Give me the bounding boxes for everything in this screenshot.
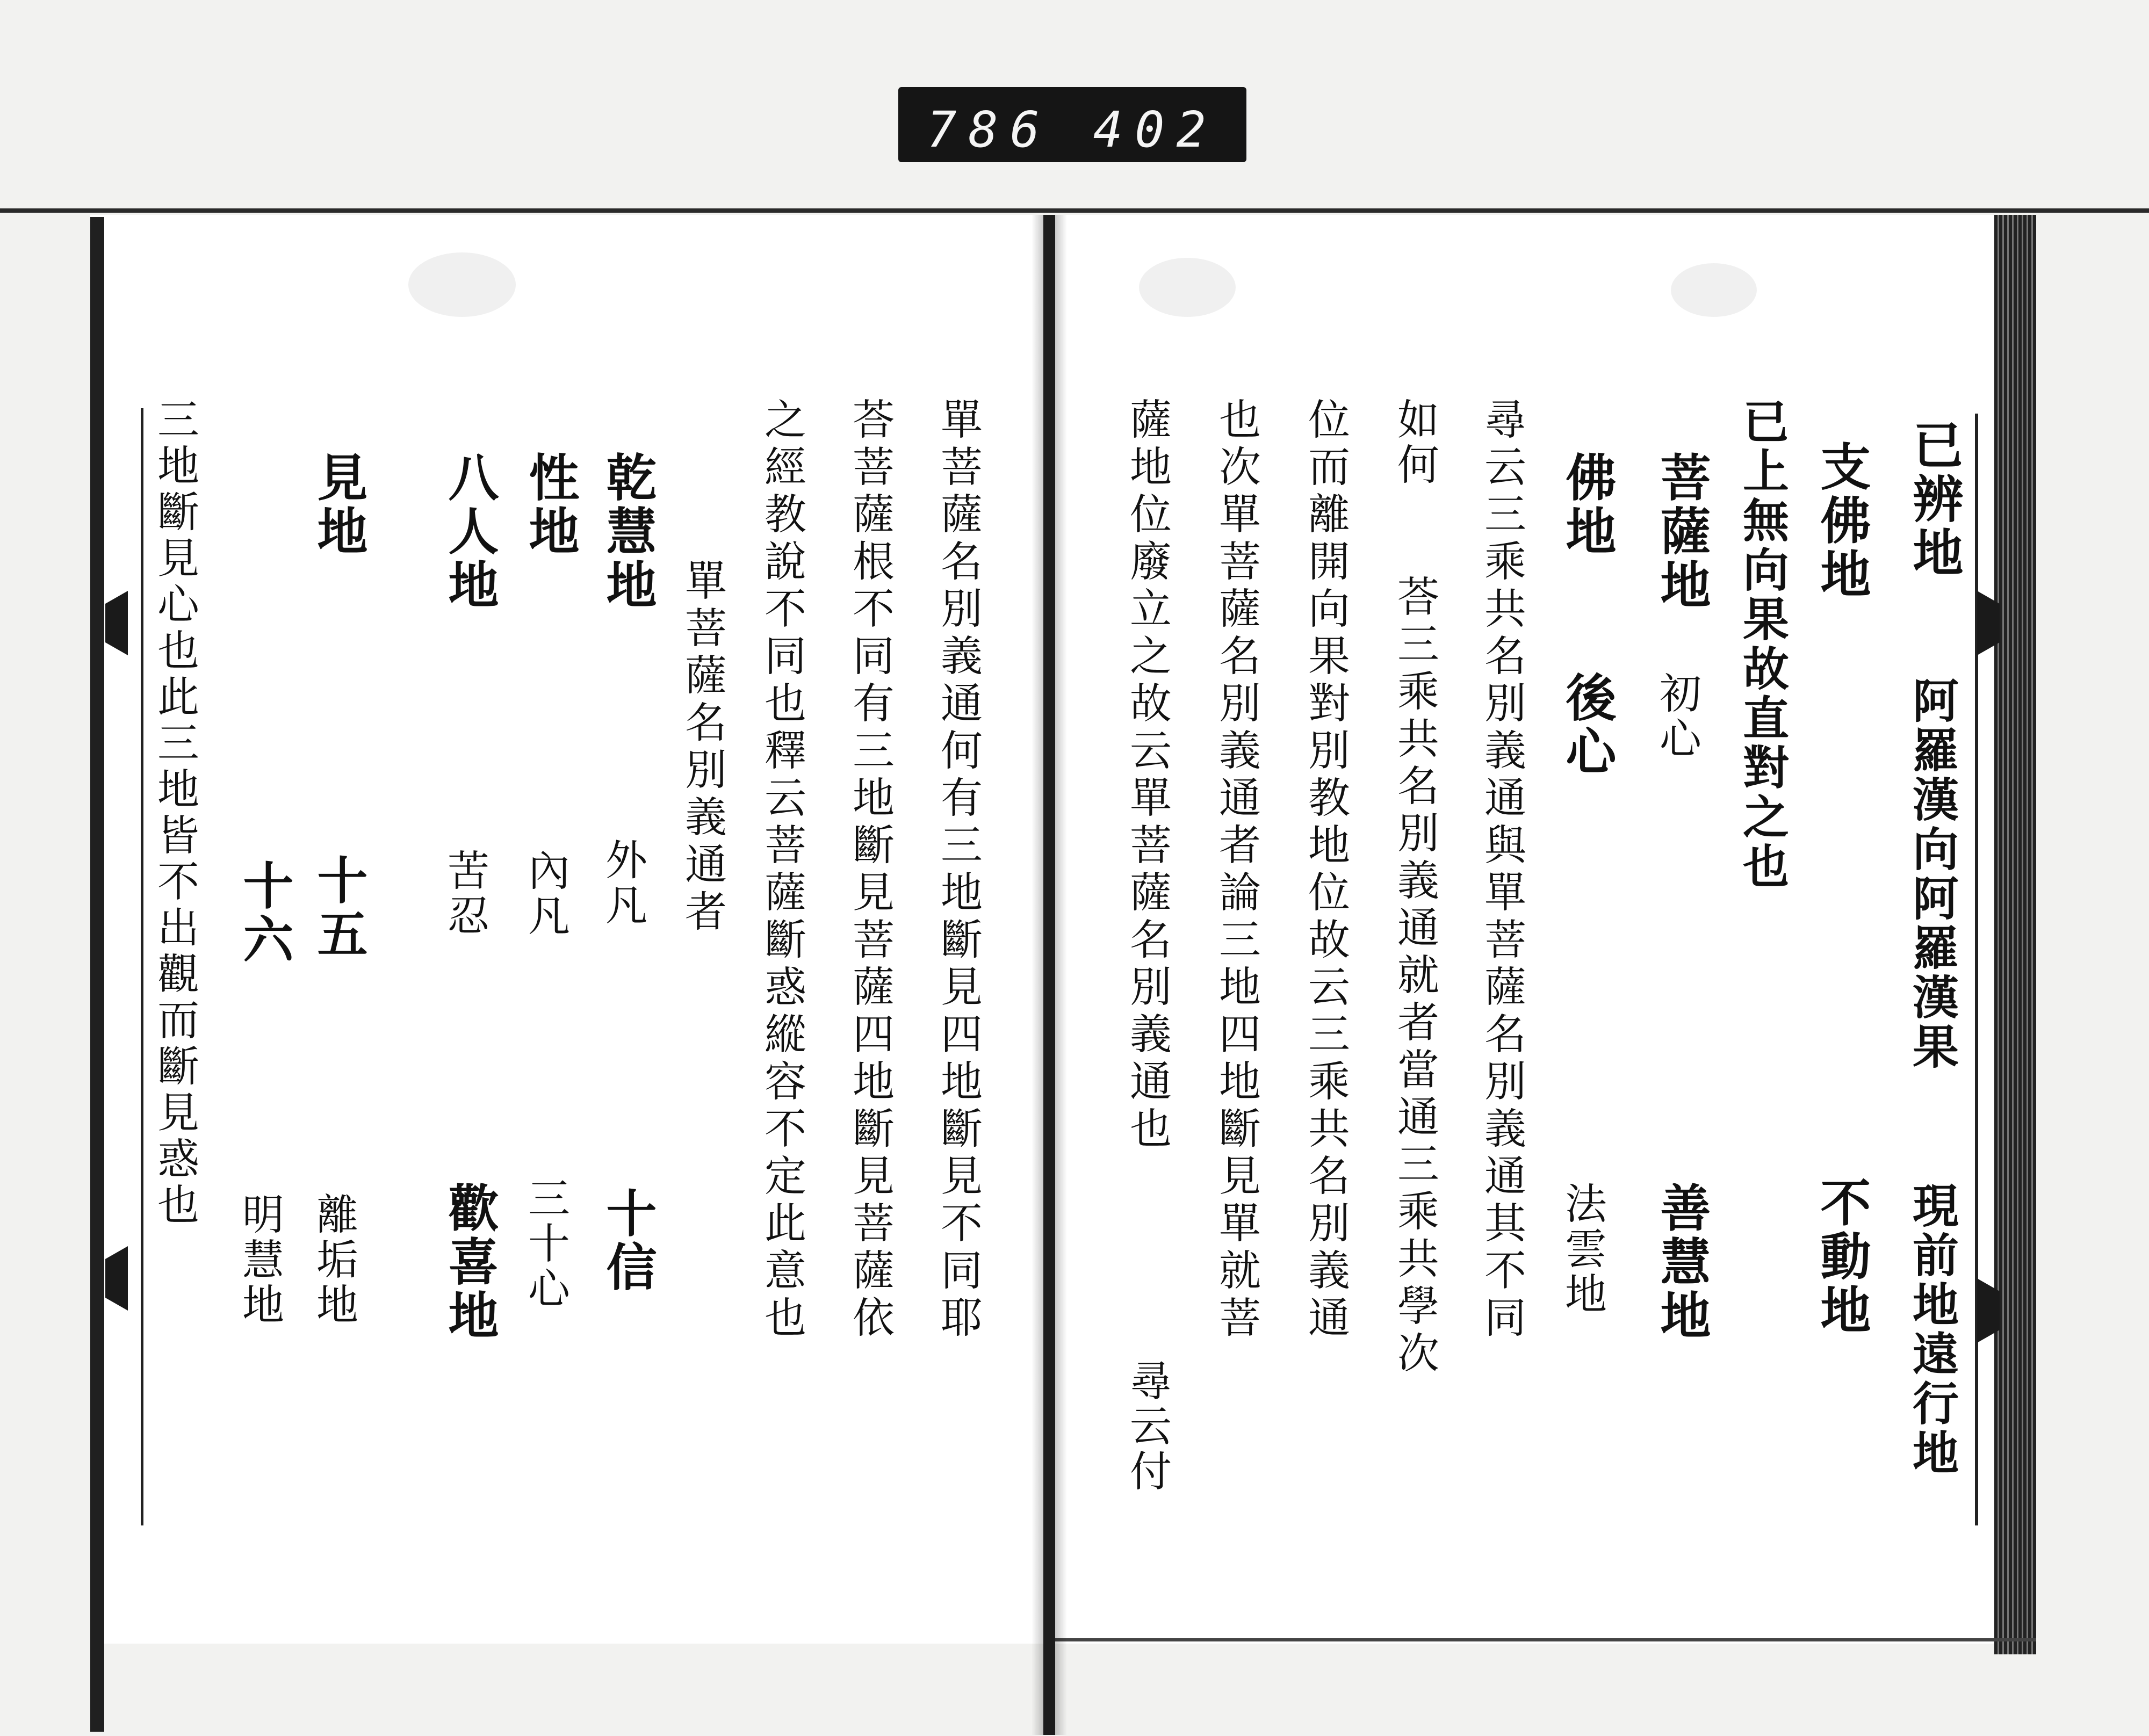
left-col-7a: 八人地 [439, 451, 499, 612]
right-col-8: 位而離開向果對別教地位故云三乘共名別義通 [1301, 397, 1350, 1343]
left-col-1: 單菩薩名別義通何有三地斷見四地斷見不同耶 [934, 397, 982, 1343]
paper-stain [408, 252, 516, 317]
left-col-10: 三地斷見心也此三地皆不出觀而斷見惑也 [150, 397, 199, 1229]
left-col-3: 之經教說不同也釋云菩薩斷惑縱容不定此意也 [758, 397, 806, 1343]
right-col-10a: 薩地位廢立之故云單菩薩名別義通也 [1123, 397, 1171, 1154]
right-col-2a: 支佛地 [1812, 440, 1871, 602]
right-page [1053, 215, 2025, 1644]
left-col-8a: 見地 [308, 451, 367, 559]
left-col-8c: 離垢地 [309, 1192, 358, 1328]
right-page-bottom-edge [1053, 1638, 2036, 1641]
right-col-2b: 不動地 [1812, 1176, 1871, 1337]
left-page-border-rule [141, 408, 143, 1525]
left-col-5c: 十信 [597, 1187, 657, 1294]
frame-number-label [898, 87, 1246, 162]
right-col-4c: 善慧地 [1652, 1182, 1711, 1343]
left-col-6a: 性地 [520, 451, 579, 559]
left-col-8b: 十五 [308, 854, 367, 961]
right-col-6: 尋云三乘共名別義通與單菩薩名別義通其不同 [1477, 397, 1526, 1343]
right-col-7a: 如何 [1390, 397, 1439, 488]
top-border-line [0, 208, 2149, 213]
left-page-edge [90, 217, 104, 1732]
right-col-7b: 荅三乘共名別義通就者當通三乘共學次 [1390, 575, 1439, 1378]
left-col-9a: 十六 [234, 859, 293, 967]
left-col-6c: 三十心 [521, 1176, 569, 1312]
left-col-7b: 苦忍 [441, 849, 489, 939]
right-page-border-rule [1975, 414, 1978, 1525]
right-col-10b: 尋云付 [1123, 1359, 1171, 1494]
right-col-5b: 後心 [1557, 671, 1616, 779]
paper-stain [1139, 258, 1236, 317]
book-gutter [1043, 215, 1055, 1735]
left-col-2: 荅菩薩根不同有三地斷見菩薩四地斷見菩薩依 [846, 397, 894, 1343]
left-col-9b: 明慧地 [235, 1192, 284, 1328]
right-page-edge [1994, 215, 2036, 1654]
right-col-1b: 阿羅漢向阿羅漢果 [1905, 677, 1959, 1072]
right-col-1a: 已辨地 [1904, 419, 1963, 580]
right-col-9: 也次單菩薩名別義通者論三地四地斷見單就菩 [1212, 397, 1260, 1343]
frame-number-text: 786 402 [927, 101, 1218, 158]
paper-stain [1671, 263, 1757, 317]
right-col-4a: 菩薩地 [1652, 451, 1711, 612]
left-col-7c: 歡喜地 [439, 1182, 499, 1343]
right-col-5c: 法雲地 [1558, 1182, 1606, 1317]
right-col-1c: 現前地遠行地 [1905, 1182, 1959, 1478]
left-col-4: 單菩薩名別義通者 [678, 559, 726, 937]
left-col-6b: 內凡 [521, 849, 569, 939]
left-col-5b: 外凡 [598, 838, 647, 928]
right-col-3: 已上無向果故直對之也 [1735, 397, 1789, 892]
left-col-5a: 乾慧地 [597, 451, 657, 612]
right-col-4b: 初心 [1653, 671, 1701, 762]
right-col-5a: 佛地 [1557, 451, 1616, 559]
